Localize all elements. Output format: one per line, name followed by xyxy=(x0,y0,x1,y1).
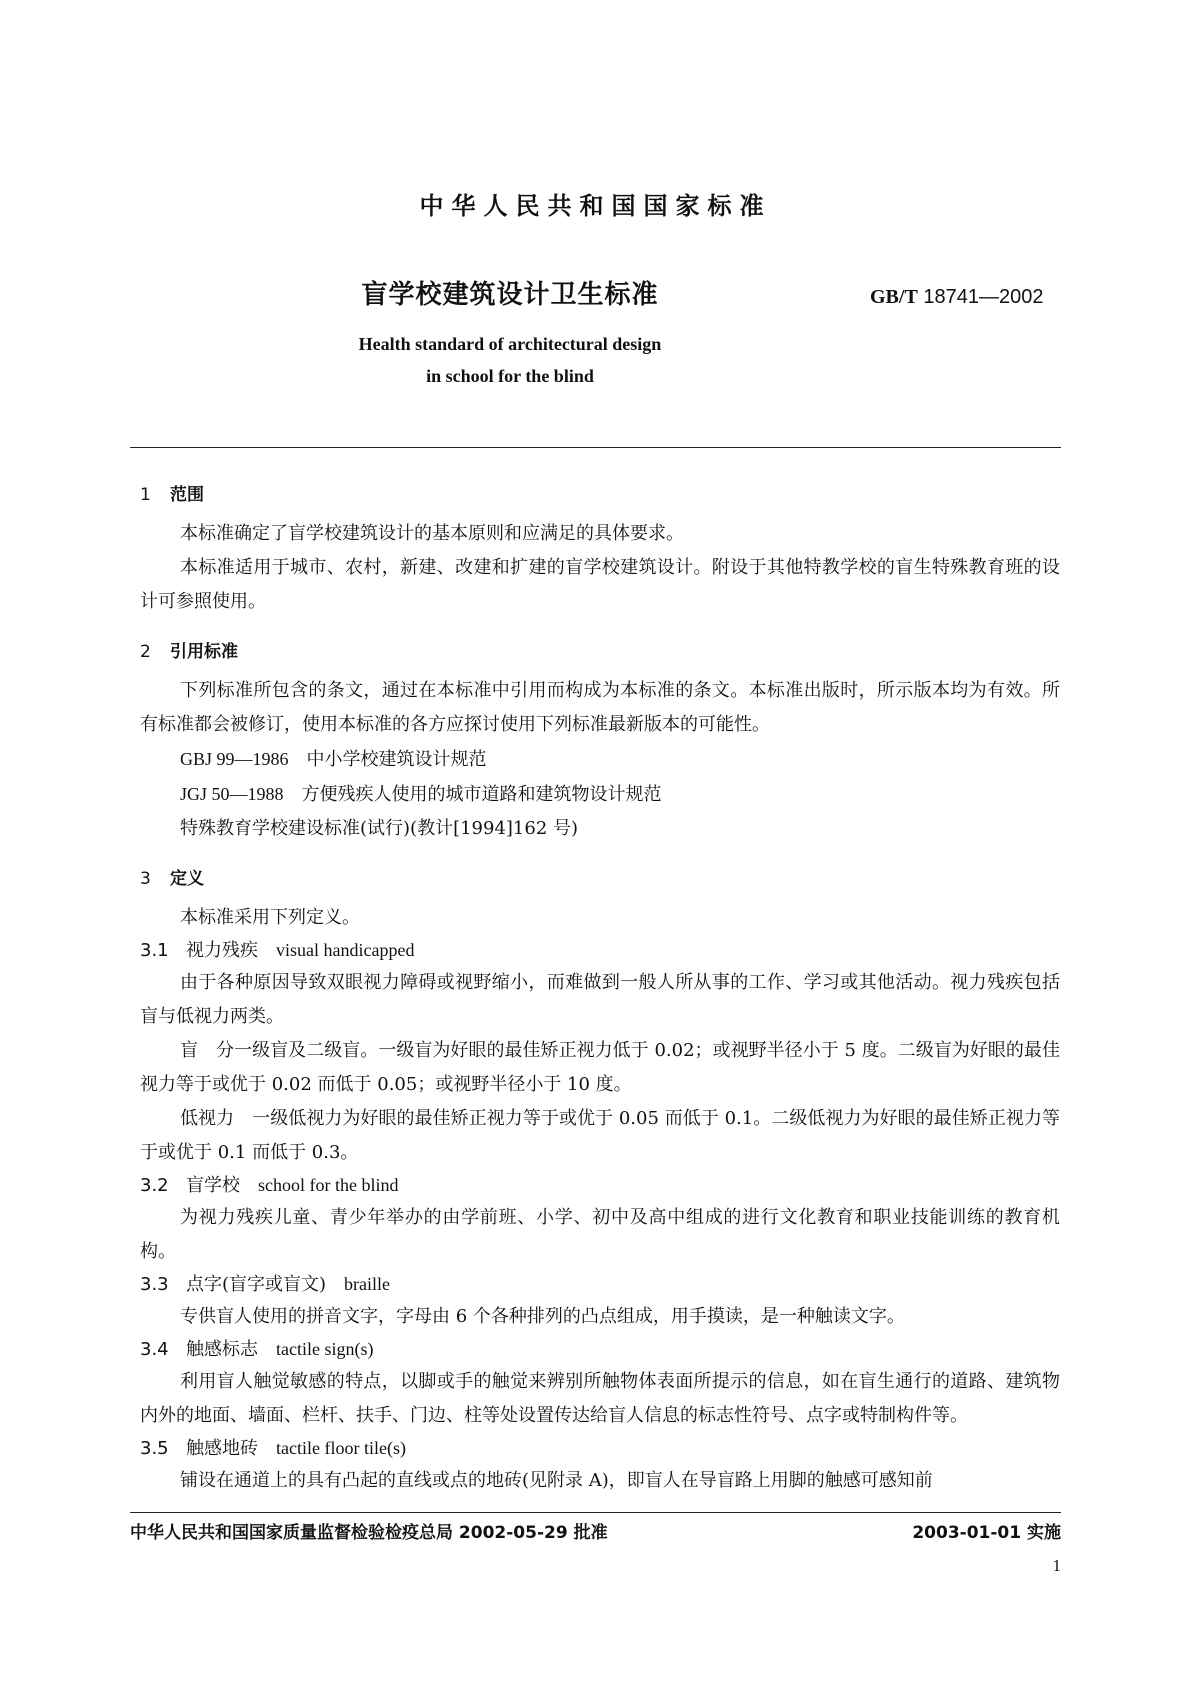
section-number: 2 xyxy=(140,642,151,662)
term-number: 3.2 xyxy=(140,1175,169,1196)
term-heading xyxy=(140,1433,1060,1464)
term-number: 3.3 xyxy=(140,1274,169,1295)
national-standard-heading: 中华人民共和国国家标准 xyxy=(419,192,772,220)
implementation-date: 2003-01-01 实施 xyxy=(912,1523,1061,1543)
reference-code: JGJ 50—1988 xyxy=(180,784,284,804)
reference-item xyxy=(140,742,1060,777)
standard-code xyxy=(870,286,1090,309)
term-number: 3.5 xyxy=(140,1438,169,1459)
term-number: 3.4 xyxy=(140,1339,169,1360)
paragraph: 利用盲人触觉敏感的特点，以脚或手的触觉来辨别所触物体表面所提示的信息，如在盲生通行的道路、建筑物内外的地面、墙面、栏杆、扶手、门边、柱等处设置传达给盲人信息的标志性符号、点字或特制构件等。 xyxy=(140,1371,1060,1426)
reference-name: 中小学校建筑设计规范 xyxy=(306,749,487,770)
header-divider xyxy=(130,447,1061,448)
paragraph: 盲 分一级盲及二级盲。一级盲为好眼的最佳矫正视力低于 0.02；或视野半径小于 5 度。二级盲为好眼的最佳视力等于或优于 0.02 而低于 0.05；或视野半径小于 10 度。 xyxy=(140,1040,1060,1095)
paragraph: 本标准采用下列定义。 xyxy=(180,907,360,928)
term-heading xyxy=(140,935,1060,966)
reference-item xyxy=(140,777,1060,812)
footer-divider xyxy=(130,1512,1061,1513)
approval-statement: 中华人民共和国国家质量监督检验检疫总局 2002-05-29 批准 xyxy=(130,1523,608,1543)
reference-name: 特殊教育学校建设标准(试行)(教计[1994]162 号) xyxy=(180,818,579,839)
standard-title-en-line2: in school for the blind xyxy=(426,366,594,386)
term-number: 3.1 xyxy=(140,940,169,961)
section-heading-references xyxy=(140,637,1060,662)
paragraph: 低视力 一级低视力为好眼的最佳矫正视力等于或优于 0.05 而低于 0.1。二级低视力为好眼的最佳矫正视力等于或优于 0.1 而低于 0.3。 xyxy=(140,1108,1060,1163)
paragraph: 铺设在通道上的具有凸起的直线或点的地砖(见附录 A)，即盲人在导盲路上用脚的触感可感知前 xyxy=(180,1470,933,1491)
term-en: visual handicapped xyxy=(276,940,415,960)
term-cn: 点字(盲字或盲文) xyxy=(186,1274,327,1295)
section-number: 3 xyxy=(140,869,151,889)
term-en: tactile sign(s) xyxy=(276,1339,374,1359)
paragraph: 由于各种原因导致双眼视力障碍或视野缩小，而难做到一般人所从事的工作、学习或其他活动。视力残疾包括盲与低视力两类。 xyxy=(140,972,1060,1027)
standard-code-prefix: GB/T xyxy=(870,286,918,308)
term-cn: 触感标志 xyxy=(186,1339,258,1360)
paragraph: 下列标准所包含的条文，通过在本标准中引用而构成为本标准的条文。本标准出版时，所示版本均为有效。所有标准都会被修订，使用本标准的各方应探讨使用下列标准最新版本的可能性。 xyxy=(140,680,1060,735)
reference-code: GBJ 99—1986 xyxy=(180,749,289,769)
reference-item xyxy=(140,812,1060,846)
paragraph: 为视力残疾儿童、青少年举办的由学前班、小学、初中及高中组成的进行文化教育和职业技能训练的教育机构。 xyxy=(140,1207,1060,1262)
paragraph: 专供盲人使用的拼音文字，字母由 6 个各种排列的凸点组成，用手摸读，是一种触读文字。 xyxy=(180,1306,905,1327)
term-cn: 盲学校 xyxy=(186,1175,240,1196)
standard-title-en-line1: Health standard of architectural design xyxy=(358,334,662,354)
page-number: 1 xyxy=(1052,1556,1061,1575)
term-cn: 触感地砖 xyxy=(186,1438,258,1459)
section-heading-definitions xyxy=(140,864,1060,889)
term-en: tactile floor tile(s) xyxy=(276,1438,406,1458)
standard-title-cn: 盲学校建筑设计卫生标准 xyxy=(361,280,659,310)
term-heading xyxy=(140,1269,1060,1300)
term-cn: 视力残疾 xyxy=(186,940,258,961)
term-heading xyxy=(140,1334,1060,1365)
section-title: 定义 xyxy=(170,869,204,889)
term-en: braille xyxy=(344,1274,391,1294)
section-title: 引用标准 xyxy=(170,642,238,662)
section-title: 范围 xyxy=(170,485,204,505)
reference-name: 方便残疾人使用的城市道路和建筑物设计规范 xyxy=(301,784,662,805)
paragraph: 本标准确定了盲学校建筑设计的基本原则和应满足的具体要求。 xyxy=(180,523,684,544)
section-number: 1 xyxy=(140,485,151,505)
term-en: school for the blind xyxy=(258,1175,399,1195)
paragraph: 本标准适用于城市、农村，新建、改建和扩建的盲学校建筑设计。附设于其他特教学校的盲生特殊教育班的设计可参照使用。 xyxy=(140,557,1060,612)
term-heading xyxy=(140,1170,1060,1201)
standard-code-number: 18741—2002 xyxy=(923,286,1044,308)
section-heading-scope xyxy=(140,480,1060,505)
document-body xyxy=(140,480,1060,1498)
